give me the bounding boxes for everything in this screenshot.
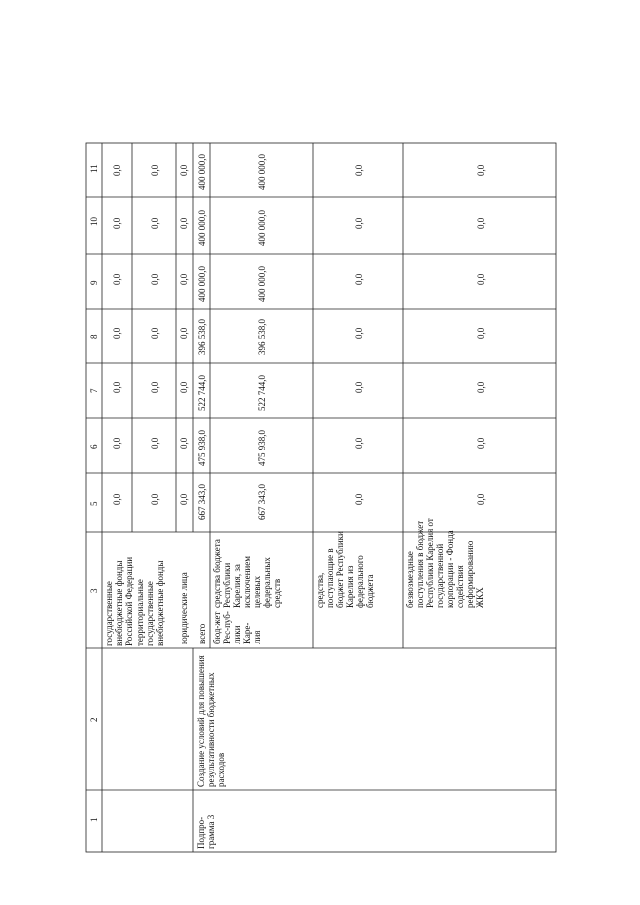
row-2-value: 0,0 [150,273,160,285]
row-7-value: 0,0 [476,381,486,393]
col-6-header: 6 [89,444,99,449]
col-9-header: 9 [89,280,99,285]
row-3-value: 0,0 [179,437,189,449]
col-5-header: 5 [89,501,99,506]
row-5-budget-label: бюд-жет Рес-пуб-лики Каре-лия [212,611,262,644]
row-4-value: 400 000,0 [197,154,207,190]
row-4-value: 522 744,0 [197,375,207,411]
col-8-header: 8 [89,334,99,339]
row-5-value: 475 938,0 [257,430,267,466]
row-3-value: 0,0 [179,164,189,176]
row-3-value: 0,0 [179,327,189,339]
col-11-header: 11 [89,164,99,173]
row-5-value: 400 000,0 [257,266,267,302]
row-7-value: 0,0 [476,493,486,505]
col-3-header: 3 [89,588,99,593]
col-10-header: 10 [89,217,99,226]
row-7-value: 0,0 [476,327,486,339]
row-6-value: 0,0 [354,327,364,339]
row-4-value: 475 938,0 [197,430,207,466]
row-6-value: 0,0 [354,164,364,176]
row-5-value: 400 000,0 [257,154,267,190]
row-7-value: 0,0 [476,273,486,285]
row-5-value: 396 538,0 [257,319,267,355]
row-7-value: 0,0 [476,437,486,449]
row-4-source: всего [197,623,207,644]
row-1-value: 0,0 [112,217,122,229]
row-2-source: территориальные государственные внебюджетные фонды [135,560,165,646]
row-1-value: 0,0 [112,437,122,449]
row-2-value: 0,0 [150,164,160,176]
col-7-header: 7 [89,388,99,393]
subprogram-title: Создание условий для повышения результативности бюджетных расходов [196,655,226,787]
row-1-source: государственные внебюджетные фонды Российской Федерации [104,556,134,646]
row-1-value: 0,0 [112,327,122,339]
row-2-value: 0,0 [150,381,160,393]
row-6-value: 0,0 [354,381,364,393]
row-5-value: 400 000,0 [257,210,267,246]
row-1-value: 0,0 [112,493,122,505]
row-3-value: 0,0 [179,273,189,285]
row-1-value: 0,0 [112,273,122,285]
row-6-value: 0,0 [354,493,364,505]
row-6-value: 0,0 [354,437,364,449]
row-5-value: 667 343,0 [257,484,267,520]
row-4-value: 400 000,0 [197,266,207,302]
row-4-value: 396 538,0 [197,319,207,355]
row-1-value: 0,0 [112,381,122,393]
row-1-value: 0,0 [112,164,122,176]
row-2-value: 0,0 [150,437,160,449]
row-7-source: безвозмездные поступления в бюджет Республики Карелия от государственной корпорации - Фонда содействия реформированию ЖКХ [405,518,485,608]
row-5-value: 522 744,0 [257,375,267,411]
subprogram-label: Подпро-грамма 3 [196,814,216,849]
row-2-value: 0,0 [150,327,160,339]
col-2-header: 2 [89,717,99,722]
row-3-value: 0,0 [179,217,189,229]
row-3-value: 0,0 [179,381,189,393]
row-6-value: 0,0 [354,217,364,229]
row-6-source: средства, поступающие в бюджет Республики Карелия из федерального бюджета [315,531,375,608]
row-6-value: 0,0 [354,273,364,285]
row-4-value: 400 000,0 [197,210,207,246]
row-3-source: юридические лица [179,572,189,644]
row-4-value: 667 343,0 [197,484,207,520]
row-7-value: 0,0 [476,164,486,176]
row-7-value: 0,0 [476,217,486,229]
row-5-source: средства бюджета Республики Карелия, за исключением целевых федеральных средств [212,539,282,608]
row-2-value: 0,0 [150,493,160,505]
row-2-value: 0,0 [150,217,160,229]
col-1-header: 1 [89,817,99,822]
row-3-value: 0,0 [179,493,189,505]
